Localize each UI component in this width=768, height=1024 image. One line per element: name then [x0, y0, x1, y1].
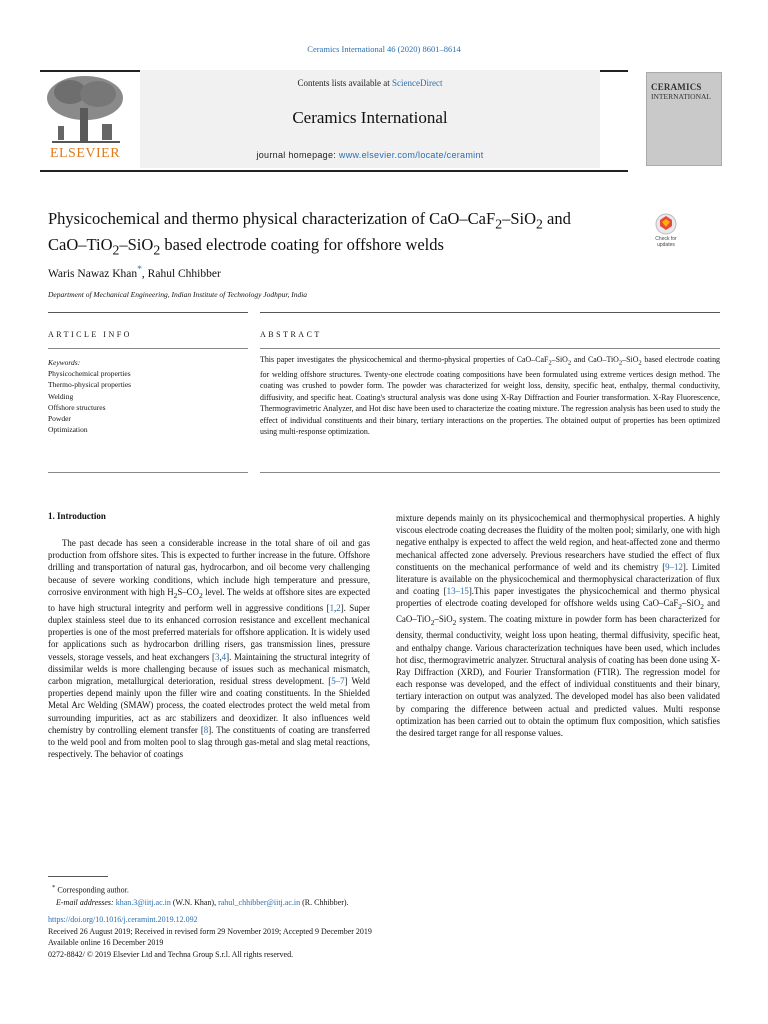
- text-run: ,: [334, 602, 337, 613]
- text-run: mixture depends mainly on its physicochemical and thermophysical properties. A highly viscous electrode coating decreases the fluidity of the molten pool; similarly, one with high negative enthalpy is expected to affect the weld region, and heat-affected zone and thermo mechanical affected zone adversely. Previous researchers have studied the effect of flux constituents on the mechanical performance of weld and its chemistry [: [396, 513, 720, 572]
- header-center-panel: [140, 70, 600, 168]
- journal-cover[interactable]: [646, 72, 722, 166]
- abstract-part: This paper investigates the physicochemical and thermo-physical properties of CaO–CaF: [260, 355, 549, 364]
- reference-link[interactable]: 1: [329, 602, 335, 613]
- tree-icon: [40, 72, 130, 148]
- reference-link[interactable]: 13–15: [446, 586, 469, 597]
- title-part: based electrode coating for offshore welds: [160, 235, 444, 255]
- contents-line: [140, 78, 600, 88]
- keyword-item: Thermo-physical properties: [48, 380, 132, 390]
- corresponding-mark[interactable]: *: [137, 264, 142, 275]
- text-run: system. The coating mixture in powder form has been characterized for density, thermal conductivity, weight loss upon heating, thermal diffusivity, specific heat, and enthalpy change. Various characterization techniques have been used, which includes hot disc, thermogravimetric analyzer. Structural analysis of coating has been done using X-Ray Diffraction (XRD), and Fourier Transformation (FTIR). The regression model for each response was developed, and the effect of individual constituents and their binary, tertiary interaction on output was analyzed. The developed model has also been validated by comparing the difference between actual and predicted values. Multi response optimization has been carried out to obtain the optimum flux composition, which satisfies the desired target range for all response values.: [396, 614, 720, 739]
- text-subscript: 2: [199, 590, 203, 600]
- copyright-line: 0272-8842/ © 2019 Elsevier Ltd and Techna Group S.r.l. All rights reserved.: [48, 949, 294, 959]
- abstract-part: –SiO: [622, 355, 639, 364]
- title-subscript: 2: [495, 216, 503, 232]
- reference-link[interactable]: 8: [203, 724, 209, 735]
- keyword-item: Offshore structures: [48, 402, 106, 412]
- reference-link[interactable]: 5–7: [331, 676, 345, 687]
- title-part: –SiO: [502, 209, 536, 228]
- received-dates: Received 26 August 2019; Received in revised form 29 November 2019; Accepted 9 December 2019: [48, 926, 372, 936]
- journal-title[interactable]: Ceramics International: [292, 108, 448, 127]
- text-run: ] Weld properties depend mainly upon the filler wire and coating constituents. In the Shielded Metal Arc Welding (SMAW) process, the coated electrodes protect the weld metal from surrounding impurities, act as arc stabilizers and deoxidizer. It also influences weld chemistry by controlling element transfer [: [48, 676, 370, 735]
- text-run: ]. Maintaining the structural integrity of dissimilar welds is more challenging because of issues such as mechanical mismatch, carbon migration, metallurgical deterioration, residual stress development. [: [48, 651, 370, 687]
- text-subscript: 2: [173, 590, 178, 600]
- text-run: ,: [219, 651, 222, 662]
- title-subscript: 2: [153, 242, 161, 258]
- homepage-prefix: journal homepage:: [256, 150, 339, 160]
- text-run: ]. The constituents of coating are transferred to the weld pool and from molten pool to slag through gas-metal and slag metal reactions, respectively. The behavior of coatings: [48, 724, 370, 760]
- paper-title: [48, 208, 608, 261]
- doi-link[interactable]: https://doi.org/10.1016/j.ceramint.2019.12.092: [48, 915, 198, 924]
- crossmark-icon: [648, 212, 684, 236]
- crossmark-label: Check for updates: [655, 236, 677, 248]
- author-list: [48, 264, 221, 280]
- footnote-text: Corresponding author.: [55, 885, 129, 895]
- text-run: The past decade has seen a considerable increase in the total share of oil and gas production from offshore sites. This is expected to further increase in the future. Offshore drilling and transportation of natural gas, hydrocarbon, and oil become very challenging because of severe working conditions, which include high temperature and pressure, corrosive environment with high H: [48, 538, 370, 597]
- email-owner: (W.N. Khan),: [170, 897, 219, 907]
- divider: [48, 348, 248, 349]
- keyword-item: Welding: [48, 391, 74, 401]
- abstract-part: and CaO–TiO: [571, 355, 619, 364]
- online-date: Available online 16 December 2019: [48, 938, 164, 947]
- author-name[interactable]: Waris Nawaz Khan: [48, 267, 138, 280]
- title-part: and CaO–TiO: [48, 209, 571, 255]
- author-name[interactable]: Rahul Chhibber: [147, 267, 221, 280]
- title-part: –SiO: [119, 235, 154, 255]
- title-subscript: 2: [536, 216, 543, 232]
- text-run: ]. Limited literature is available on the physicochemical and thermophysical characterization of flux and coating [: [396, 561, 720, 597]
- text-run: S–CO: [177, 586, 200, 597]
- text-subscript: 2: [430, 618, 435, 628]
- divider: [260, 312, 720, 313]
- affiliation: Department of Mechanical Engineering, Indian Institute of Technology Jodhpur, India: [48, 290, 308, 299]
- title-subscript: 2: [112, 242, 120, 258]
- keyword-item: Physicochemical properties: [48, 369, 131, 379]
- text-run: ].This paper investigates the physicochemical and thermo physical properties of electrode coating developed for offshore welds using CaO–CaF: [396, 586, 720, 609]
- cover-title-line2: INTERNATIONAL: [651, 92, 711, 101]
- intro-column-left: [48, 537, 370, 760]
- email-owner: (R. Chhibber).: [300, 897, 349, 907]
- contents-prefix: Contents lists available at: [297, 78, 392, 88]
- abstract-heading: ABSTRACT: [260, 330, 322, 339]
- email-link[interactable]: khan.3@iitj.ac.in: [115, 897, 171, 907]
- reference-link[interactable]: 3: [215, 651, 220, 662]
- sciencedirect-link[interactable]: ScienceDirect: [392, 78, 443, 88]
- text-run: –SiO: [434, 614, 453, 625]
- divider: [260, 348, 720, 349]
- reference-link[interactable]: 9–12: [665, 561, 683, 572]
- divider: [48, 472, 248, 473]
- divider: [48, 312, 248, 313]
- journal-citation[interactable]: Ceramics International 46 (2020) 8601–8614: [307, 44, 461, 54]
- title-part: Physicochemical and thermo physical characterization of CaO–CaF: [48, 209, 496, 228]
- author-separator: ,: [141, 267, 148, 280]
- email-label: E-mail addresses:: [56, 897, 114, 907]
- email-link[interactable]: rahul_chhibber@iitj.ac.in: [218, 897, 301, 907]
- corresponding-author-note: [48, 882, 349, 897]
- abstract-subscript: 2: [638, 359, 642, 367]
- homepage-line: [140, 150, 600, 160]
- footnote-mark: *: [52, 884, 56, 891]
- keyword-item: Powder: [48, 414, 71, 424]
- email-note: [48, 897, 349, 909]
- crossmark-badge[interactable]: [648, 212, 684, 254]
- keyword-item: Optimization: [48, 425, 88, 435]
- divider: [260, 472, 720, 473]
- abstract-text: [260, 354, 720, 437]
- intro-column-right: [396, 512, 720, 739]
- abstract-subscript: 2: [618, 359, 623, 367]
- text-run: ]. Super duplex stainless steel due to its enhanced corrosion resistance and excellent mechanical properties is one of the most preferred materials for offshore application. It is widely used for applications such as hydrocarbon drilling risers, gas transmission lines, pressure vessels, storage vessels, and heat exchangers [: [48, 602, 370, 662]
- keywords-block: [48, 357, 131, 435]
- text-subscript: 2: [678, 602, 682, 612]
- text-run: and CaO–TiO: [396, 598, 720, 625]
- publisher-name: ELSEVIER: [49, 146, 121, 161]
- footnotes: [48, 882, 349, 909]
- article-history: [48, 914, 372, 960]
- abstract-part: –SiO: [551, 355, 568, 364]
- text-subscript: 2: [452, 618, 457, 628]
- article-info-heading: ARTICLE INFO: [48, 330, 132, 339]
- footnote-divider: [48, 876, 108, 877]
- abstract-subscript: 2: [567, 359, 572, 367]
- reference-link[interactable]: 2: [336, 602, 341, 613]
- reference-link[interactable]: 4: [221, 651, 227, 662]
- keywords-label: Keywords:: [48, 358, 81, 367]
- cover-title-line1: CERAMICS: [651, 82, 702, 92]
- abstract-part: based electrode coating for welding offshore structures. Twenty-one electrode coating compositions have been formulated using extreme vertices design method. The coating was crushed to powder form. The powder was characterized for weight loss, density, specific heat, enthalpy, thermal conductivity, diffusivity, and specific heat. Coating's structural analysis was done using X-Ray Diffraction and Fourier transformation. X-Ray Fluorescence, Thermogravimetric Analyzer, and Hot disc have been used to characterize the coating mixture. The regression analysis has been used to study the effect of individual constituents and their binary, tertiary interactions on the properties. The obtained output of properties has been optimized using multi-response optimization.: [260, 355, 720, 437]
- text-subscript: 2: [700, 602, 704, 612]
- elsevier-logo[interactable]: [40, 72, 130, 164]
- text-run: level. The welds at offshore sites are expected to have high structural integrity and perform well in aggressive conditions [: [48, 586, 371, 613]
- section-heading-introduction: 1. Introduction: [48, 511, 106, 521]
- text-run: –SiO: [681, 598, 701, 609]
- homepage-link[interactable]: www.elsevier.com/locate/ceramint: [338, 150, 484, 160]
- abstract-subscript: 2: [548, 359, 552, 367]
- cover-title: [651, 83, 717, 101]
